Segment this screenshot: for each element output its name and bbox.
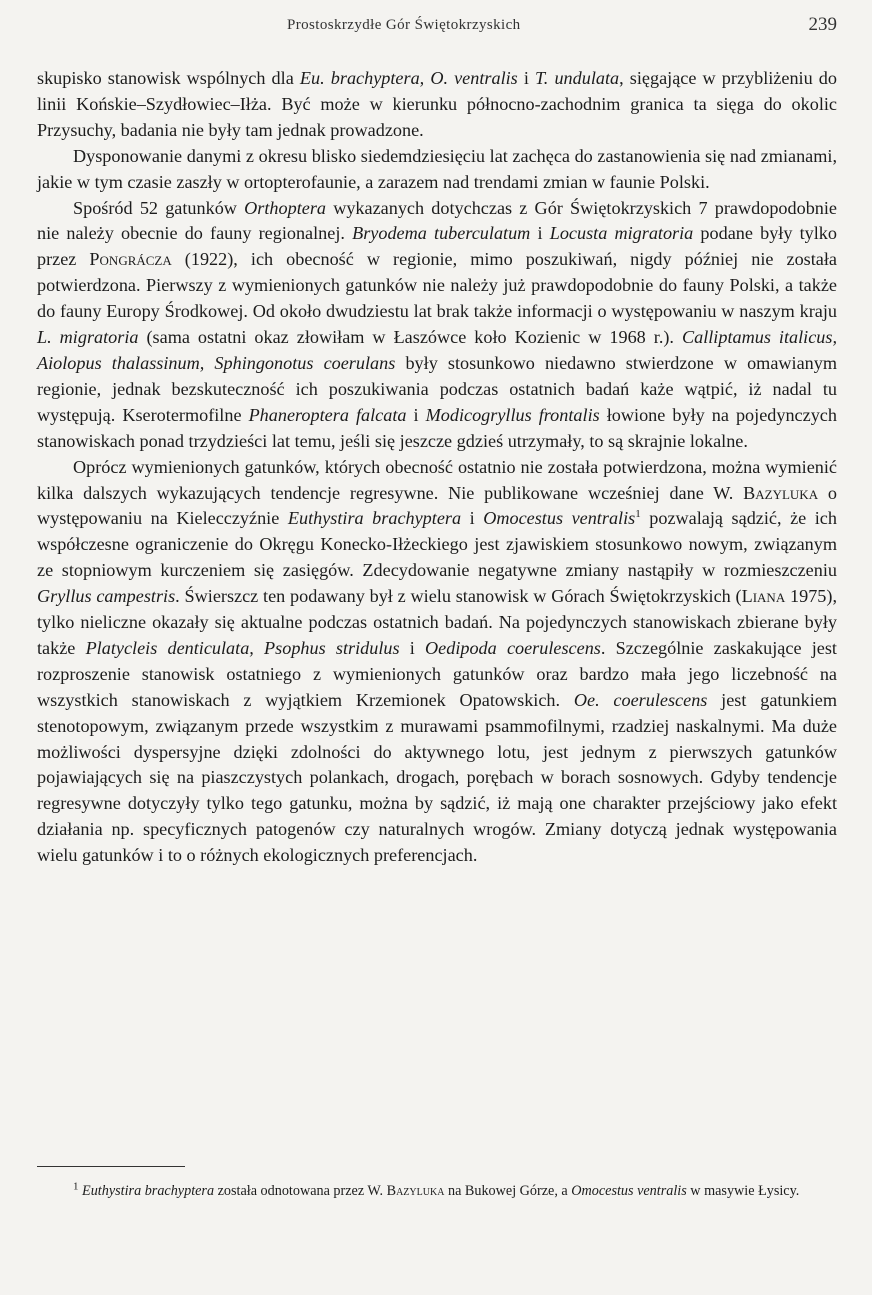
text-run: łowione były na pojedynczych stanowiskach ponad trzydzieści lat temu, jeśli się jeszcze gdzieś utrzymały, to są skrajnie lokalne. (37, 404, 837, 451)
footnote-marker: 1 (73, 1180, 79, 1193)
text-run: były stosunkowo niedawno stwierdzone w omawianym regionie, jednak bezskuteczność ich poszukiwania podczas ostatnich badań każe wątpić, iż nadal tu występują. Kserotermofilne (37, 352, 837, 425)
text-run: na Bukowej Górze, a (444, 1183, 572, 1199)
text-run: została odnotowana przez W. (214, 1183, 387, 1199)
italic-text: Locusta migratoria (549, 223, 694, 244)
italic-text: Bryodema tuberculatum (352, 223, 531, 244)
text-run: (1922), ich obecność w regionie, mimo poszukiwań, nigdy później nie została potwierdzona. Pierwszy z wymienionych gatunków nie należy już prawdopodobnie do fauny Polski, a także do fauny Europy Środkowej. Od około dwudziestu lat brak także informacji o występowaniu w naszym kraju (37, 249, 837, 322)
body-text (37, 66, 837, 869)
footnote (37, 1180, 837, 1202)
paragraph-2 (37, 144, 837, 196)
italic-text: T. undulata (535, 68, 620, 88)
italic-text: L. migratoria (37, 327, 139, 348)
text-run: Dysponowanie danymi z okresu blisko siedemdziesięciu lat zachęca do zastanowienia się nad zmianami, jakie w tym czasie zaszły w ortopterofaunie, a zarazem nad trendami zmian w faunie Polski. (37, 145, 837, 192)
page-number: 239 (808, 14, 837, 35)
text-run: w masywie Łysicy. (686, 1183, 800, 1199)
italic-text: Orthoptera (244, 197, 326, 218)
paragraph-4 (37, 455, 837, 870)
text-run: pozwalają sądzić, że ich współczesne ograniczenie do Okręgu Konecko-Iłżeckiego jest zjawiskiem stosunkowo nowym, związanym ze stopniowym kurczeniem się zasięgów. Zdecydowanie negatywne zmiany nastąpiły w rozmieszczeniu (37, 508, 837, 581)
footnote-divider (37, 1166, 185, 1167)
text-run: Oprócz wymienionych gatunków, których obecność ostatnio nie została potwierdzona, można wymienić kilka dalszych wykazujących tendencje regresywne. Nie publikowane wcześniej dane W. (37, 456, 837, 503)
italic-text: Calliptamus italicus, Aiolopus thalassinum, Sphingonotus coerulans (37, 327, 837, 373)
italic-text: Euthystira brachyptera (82, 1183, 215, 1199)
italic-text: Platycleis denticulata, Psophus stridulus (85, 637, 400, 658)
author-name: Bazyluka (386, 1183, 445, 1199)
text-run: Spośród 52 gatunków (73, 197, 245, 218)
author-name: Pongrácza (89, 249, 172, 270)
text-run: i (517, 68, 536, 88)
italic-text: Phaneroptera falcata (248, 404, 407, 425)
text-run: podane były tylko przez (37, 223, 837, 270)
text-run: o występowaniu na Kielecczyźnie (37, 482, 837, 529)
text-run: . Szczególnie zaskakujące jest rozproszenie stanowisk ostatniego z wymienionych gatunków oraz bardzo mała jego liczebność na wszystkich stanowiskach z wyjątkiem Krzemionek Opatowskich. (37, 637, 837, 710)
paragraph-1 (37, 66, 837, 144)
paragraph-3 (37, 196, 837, 455)
italic-text: Euthystira brachyptera (287, 508, 462, 529)
italic-text: Oe. coerulescens (573, 689, 708, 710)
text-run: . Świerszcz ten podawany był z wielu stanowisk w Górach Świętokrzyskich ( (175, 586, 742, 607)
italic-text: Eu. brachyptera, O. ventralis (299, 68, 518, 88)
footnote-marker: 1 (635, 508, 641, 521)
running-header (37, 12, 837, 38)
text-run: wykazanych dotychczas z Gór Świętokrzyskich 7 prawdopodobnie nie należy obecnie do fauny regionalnej. (37, 197, 838, 244)
text-run: (sama ostatni okaz złowiłam w Łaszówce koło Kozienic w 1968 r.). (138, 327, 682, 348)
author-name: Liana (741, 586, 786, 607)
italic-text: Omocestus ventralis (571, 1183, 687, 1199)
italic-text: Omocestus ventralis (483, 508, 636, 529)
text-run: jest gatunkiem stenotopowym, związanym przede wszystkim z murawami psammofilnymi, rzadziej naskalnymi. Ma duże możliwości dyspersyjne dzięki zdolności do aktywnego lotu, jest jednym z pierwszych gatunków pojawiających się na piaszczystych polankach, drogach, porębach w borach sosnowych. Gdyby tendencje regresywne dotyczyły tylko tego gatunku, można by sądzić, iż mają one charakter przejściowy jako efekt działania np. specyficznych patogenów czy naturalnych wrogów. Zmiany dotyczą jednak występowania wielu gatunków i to o różnych ekologicznych preferencjach. (37, 689, 838, 866)
text-run: 1975), tylko nieliczne okazały się aktualne podczas ostatnich badań. Na pojedynczych stanowiskach zbierane były także (37, 586, 837, 658)
italic-text: Modicogryllus frontalis (425, 404, 600, 425)
italic-text: Gryllus campestris (37, 586, 176, 607)
running-title: Prostoskrzydłe Gór Świętokrzyskich (287, 17, 521, 33)
text-run: i (406, 404, 426, 425)
text-run: i (530, 223, 550, 244)
text-run: i (461, 508, 484, 529)
author-name: Bazyluka (743, 482, 819, 503)
text-run: skupisko stanowisk wspólnych dla (37, 68, 300, 88)
text-run: , sięgające w przybliżeniu do linii Końskie–Szydłowiec–Iłża. Być może w kierunku północno-zachodnim granica ta sięga do okolic Przysuchy, badania nie były tam jednak prowadzone. (37, 68, 837, 140)
text-run: i (399, 637, 426, 658)
italic-text: Oedipoda coerulescens (425, 637, 601, 658)
